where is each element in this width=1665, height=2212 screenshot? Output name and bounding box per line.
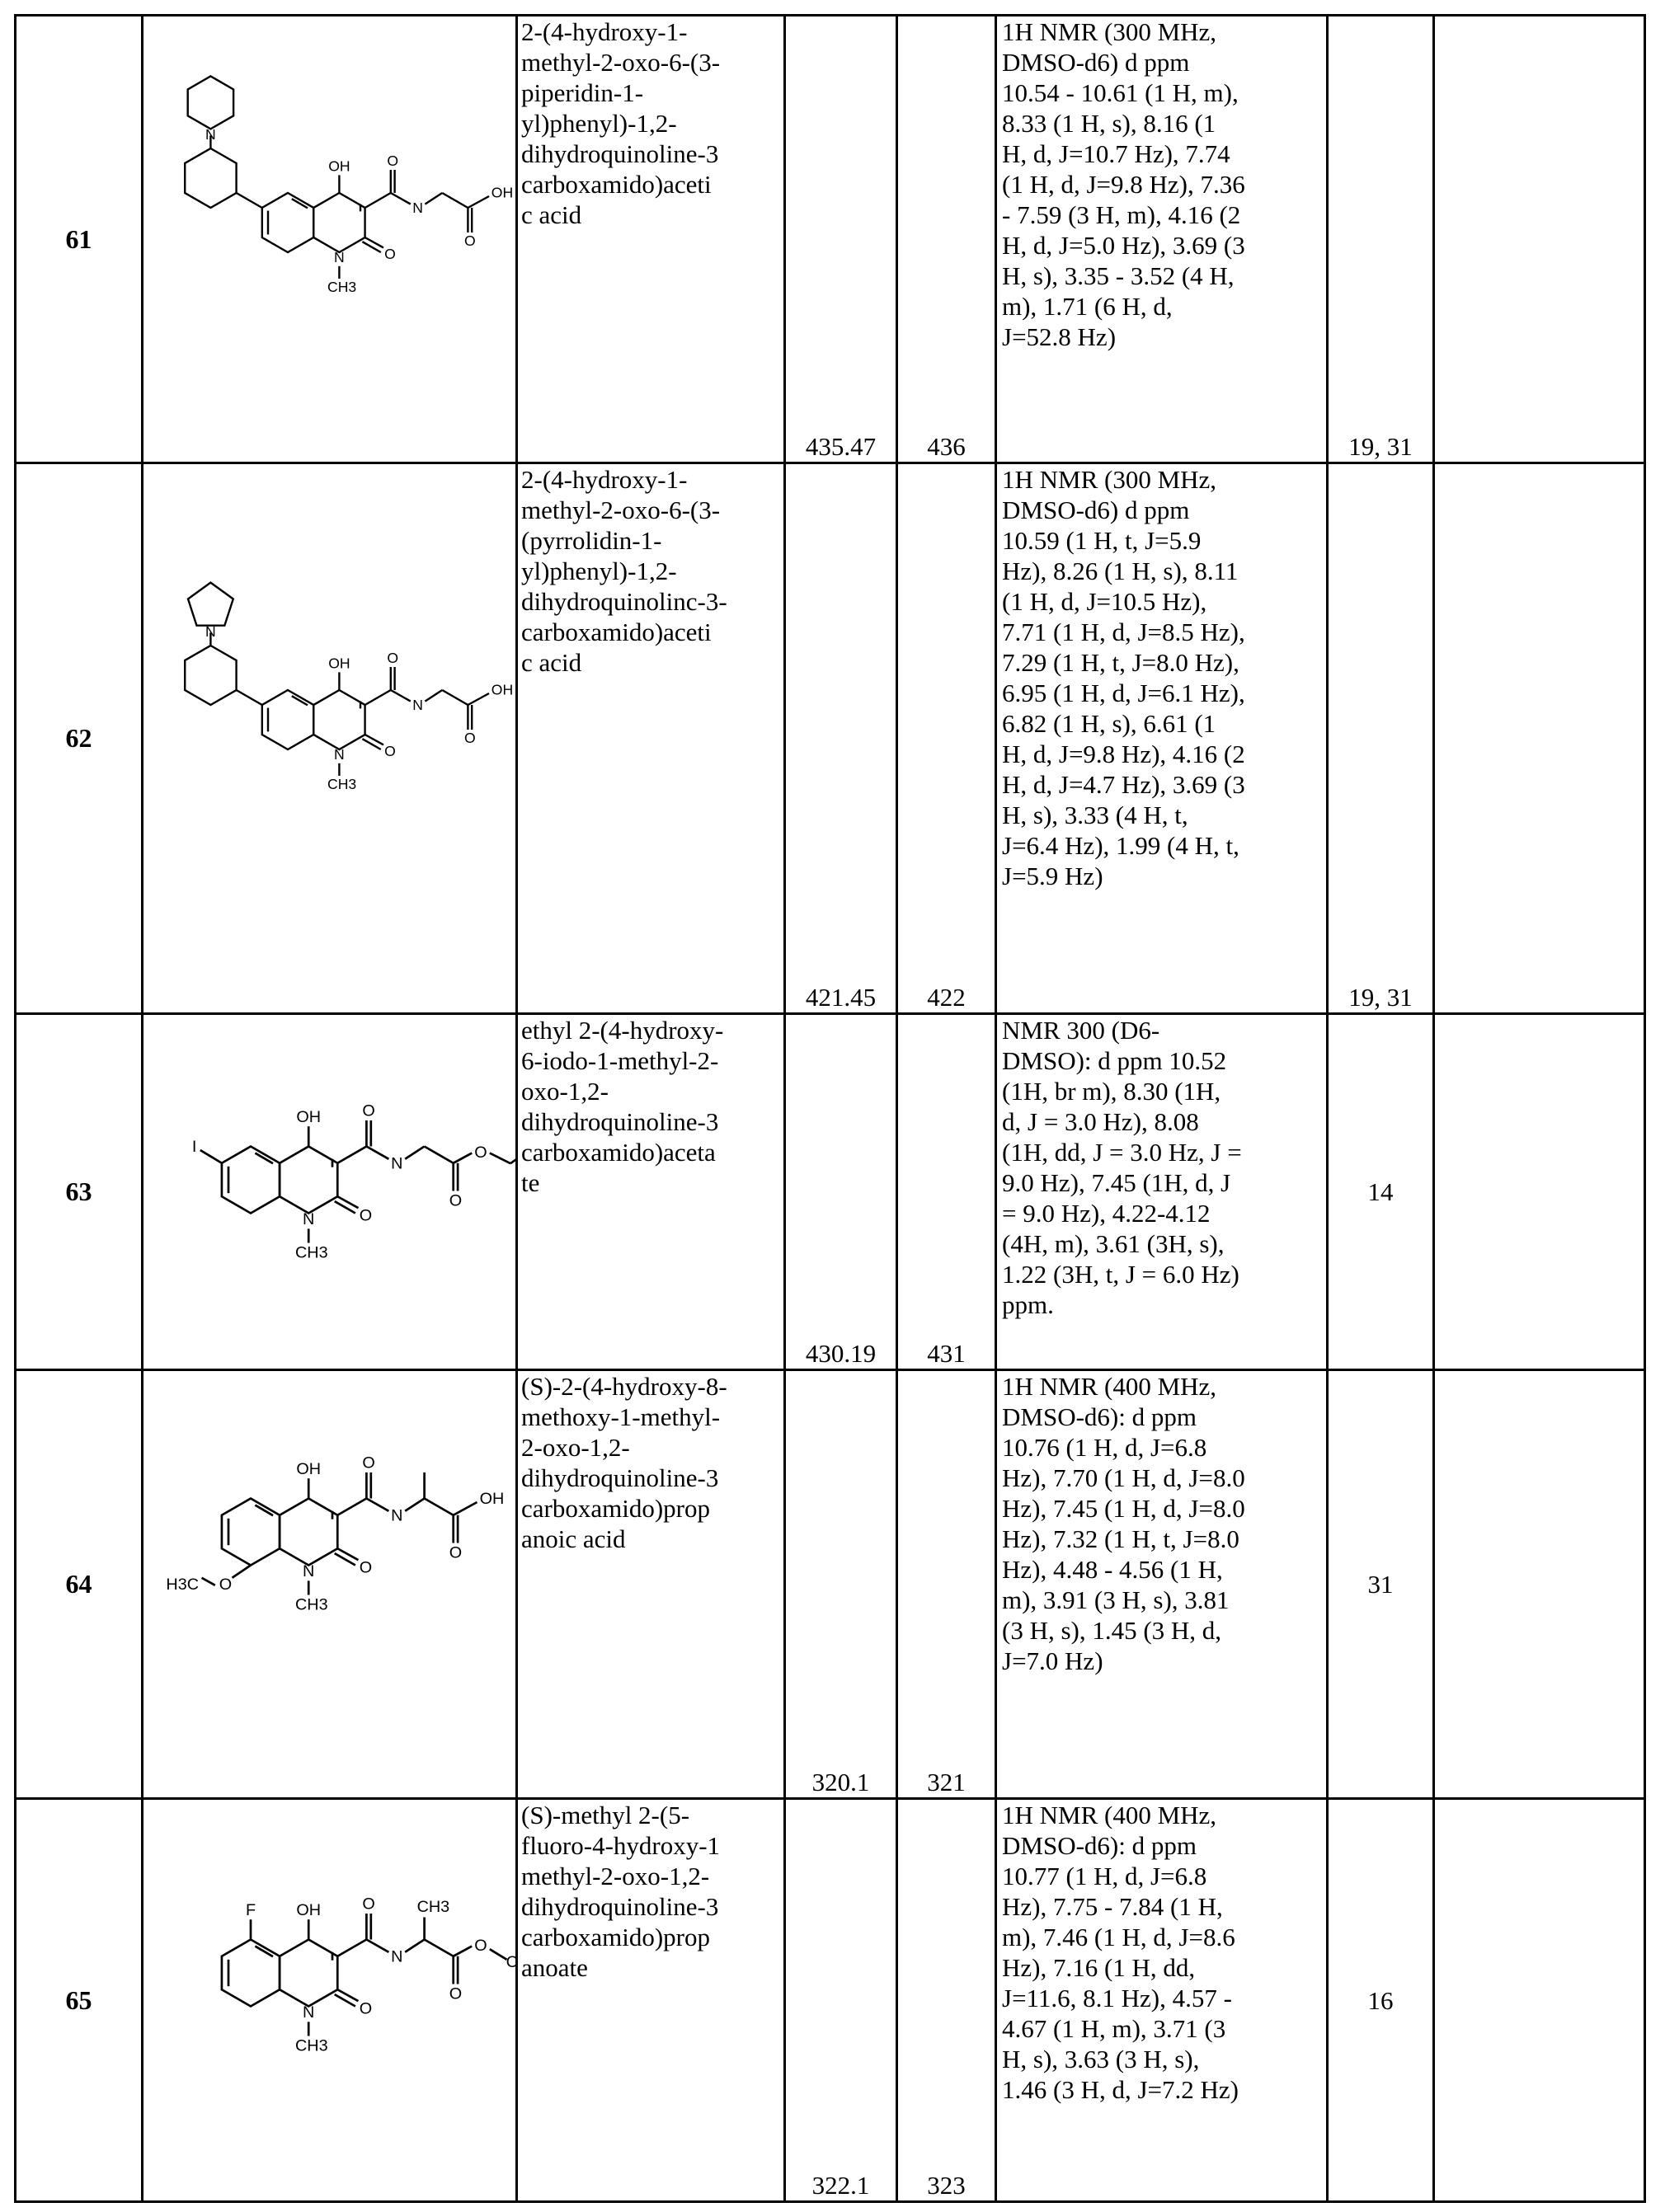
n-methyl-label: CH3: [327, 776, 356, 792]
reference: 19, 31: [1328, 16, 1434, 463]
benzene-ring: [262, 690, 313, 749]
bond: [468, 693, 489, 705]
bond: [366, 1499, 388, 1511]
reference: 19, 31: [1328, 463, 1434, 1014]
pyridinone-ring: [280, 1940, 337, 2007]
n-methyl-label: CH3: [295, 2037, 328, 2055]
table-row: [16, 1799, 1645, 2202]
structure-cell: [143, 463, 517, 1014]
amide-oxygen-label: O: [362, 1102, 374, 1120]
hydroxyl-label: OH: [296, 1108, 321, 1126]
mass-spec-value: 422: [897, 463, 996, 1014]
bond: [366, 1940, 388, 1952]
compound-number: 63: [16, 1014, 143, 1370]
table-row: [16, 463, 1645, 1014]
ester-carbonyl-oxygen-label: O: [449, 1985, 462, 2003]
pyrrolidine-ring: [188, 583, 233, 626]
phenyl-ring: [185, 148, 236, 208]
bond: [337, 1989, 358, 2001]
ester-methyl-label: C: [506, 1953, 518, 1971]
bond: [365, 690, 391, 705]
benzene-ring: [222, 1940, 280, 2007]
bond: [405, 1499, 424, 1511]
bond: [337, 1196, 358, 1208]
acid-hydroxyl-label: OH: [480, 1490, 505, 1508]
bond: [391, 690, 411, 702]
bond: [335, 1994, 355, 2006]
nmr-data: 1H NMR (300 MHz, DMSO-d6) d ppm 10.59 (1 H, t, J=5.9 Hz), 8.26 (1 H, s), 8.11 (1 H, d, J=10.5 Hz), 7.71 (1 H, d, J=8.5 Hz), 7.29 (1 H, t, J=8.0 Hz), 6.95 (1 H, d, J=6.1 Hz), 6.82 (1 H, s), 6.61 (1 H, d, J=9.8 Hz), 4.16 (2 H, d, J=4.7 Hz), 3.69 (3 H, s), 3.33 (4 H, t, J=6.4 Hz), 1.99 (4 H, t, J=5.9 Hz): [996, 463, 1328, 1014]
hydroxyl-label: OH: [296, 1460, 321, 1478]
bond: [490, 1949, 507, 1960]
molecular-weight: 421.45: [785, 463, 897, 1014]
pyridinone-ring: [280, 1147, 337, 1214]
ring-nitrogen-label: N: [334, 249, 345, 265]
structure-drawing: [143, 1015, 518, 1366]
empty-cell: [1434, 16, 1645, 463]
structure-drawing: [143, 1800, 518, 2198]
compound-number: 61: [16, 16, 143, 463]
molecule-structure: [185, 76, 513, 295]
amide-nitrogen-label: N: [412, 697, 423, 713]
reference: 14: [1328, 1014, 1434, 1370]
nmr-data: 1H NMR (300 MHz, DMSO-d6) d ppm 10.54 - 10.61 (1 H, m), 8.33 (1 H, s), 8.16 (1 H, d, J=10.7 Hz), 7.74 (1 H, d, J=9.8 Hz), 7.36 - 7.59 (3 H, m), 4.16 (2 H, d, J=5.0 Hz), 3.69 (3 H, s), 3.35 - 3.52 (4 H, m), 1.71 (6 H, d, J=52.8 Hz): [996, 16, 1328, 463]
fluoro-label: F: [246, 1901, 256, 1919]
compound-name: 2-(4-hydroxy-1- methyl-2-oxo-6-(3- piperidin-1- yl)phenyl)-1,2- dihydroquinoline-3 carboxamido)aceti c acid: [517, 16, 785, 463]
structure-drawing: [143, 1371, 518, 1795]
compound-table: [14, 14, 1646, 2203]
bond: [454, 1153, 473, 1163]
reference: 31: [1328, 1370, 1434, 1799]
structure-cell: [143, 1370, 517, 1799]
amide-oxygen-label: O: [362, 1895, 374, 1914]
molecule-structure: [185, 583, 513, 792]
structure-drawing: [143, 464, 518, 1010]
molecular-weight: 320.1: [785, 1370, 897, 1799]
nmr-data: 1H NMR (400 MHz, DMSO-d6): d ppm 10.76 (1 H, d, J=6.8 Hz), 7.70 (1 H, d, J=8.0 Hz), 7.45 (1 H, d, J=8.0 Hz), 7.32 (1 H, t, J=8.0 Hz), 4.48 - 4.56 (1 H, m), 3.91 (3 H, s), 3.81 (3 H, s), 1.45 (3 H, d, J=7.0 Hz): [996, 1370, 1328, 1799]
carbonyl-oxygen-label: O: [360, 1559, 372, 1577]
carbonyl-oxygen-label: O: [360, 2000, 372, 2018]
acid-oxygen-label: O: [449, 1544, 462, 1562]
bond: [405, 1940, 424, 1952]
bond: [365, 193, 391, 208]
bond: [442, 193, 468, 208]
ring-nitrogen-label: N: [303, 1562, 314, 1580]
mass-spec-value: 436: [897, 16, 996, 463]
bond: [335, 1553, 355, 1565]
structure-cell: [143, 1014, 517, 1370]
bond: [442, 690, 468, 705]
bond: [454, 1502, 477, 1515]
ester-carbonyl-oxygen-label: O: [449, 1192, 462, 1210]
bond: [510, 1148, 518, 1163]
compound-name: 2-(4-hydroxy-1- methyl-2-oxo-6-(3- (pyrrolidin-1- yl)phenyl)-1,2- dihydroquinolinc-3- carboxamido)aceti c acid: [517, 463, 785, 1014]
bond: [365, 237, 383, 247]
molecule-structure: [192, 1102, 518, 1262]
compound-number: 62: [16, 463, 143, 1014]
amide-nitrogen-label: N: [391, 1507, 402, 1525]
bond: [468, 196, 489, 208]
bond: [365, 735, 383, 744]
molecular-weight: 435.47: [785, 16, 897, 463]
bond: [425, 1147, 454, 1163]
structure-cell: [143, 1799, 517, 2202]
amide-nitrogen-label: N: [391, 1155, 402, 1173]
molecular-weight: 322.1: [785, 1799, 897, 2202]
pyridinone-ring: [313, 193, 365, 252]
carbonyl-oxygen-label: O: [384, 246, 396, 262]
molecular-weight: 430.19: [785, 1014, 897, 1370]
amide-oxygen-label: O: [387, 153, 398, 169]
bond: [337, 1147, 366, 1163]
empty-cell: [1434, 1370, 1645, 1799]
amine-nitrogen-label: N: [205, 623, 216, 640]
bond: [337, 1548, 358, 1560]
benzene-ring: [222, 1147, 280, 1214]
bond: [200, 1150, 222, 1163]
ring-nitrogen-label: N: [303, 2003, 314, 2022]
carbonyl-oxygen-label: O: [384, 743, 396, 759]
acid-oxygen-label: O: [464, 232, 476, 249]
bond: [233, 1566, 252, 1578]
compound-number: 64: [16, 1370, 143, 1799]
benzene-ring: [222, 1499, 280, 1566]
n-methyl-label: CH3: [295, 1596, 328, 1614]
carbonyl-oxygen-label: O: [360, 1207, 372, 1225]
amide-oxygen-label: O: [362, 1454, 374, 1472]
bond: [237, 193, 262, 208]
bond: [362, 739, 380, 749]
reference: 16: [1328, 1799, 1434, 2202]
acid-hydroxyl-label: OH: [492, 682, 513, 698]
mass-spec-value: 431: [897, 1014, 996, 1370]
benzene-ring: [262, 193, 313, 252]
bond: [454, 1947, 473, 1956]
bond: [490, 1153, 510, 1164]
empty-cell: [1434, 463, 1645, 1014]
iodo-label: I: [192, 1138, 197, 1156]
mass-spec-value: 321: [897, 1370, 996, 1799]
bond: [237, 690, 262, 705]
amide-oxygen-label: O: [387, 650, 398, 666]
bond: [405, 1147, 424, 1159]
hydroxyl-label: OH: [328, 655, 350, 672]
structure-cell: [143, 16, 517, 463]
mass-spec-value: 323: [897, 1799, 996, 2202]
bond: [337, 1940, 366, 1956]
ester-oxygen-label: O: [474, 1937, 487, 1955]
piperidine-ring: [188, 76, 233, 129]
pyridinone-ring: [280, 1499, 337, 1566]
table-row: [16, 1014, 1645, 1370]
bond: [425, 690, 442, 702]
bond: [362, 242, 380, 252]
bond: [337, 1499, 366, 1515]
compound-name: ethyl 2-(4-hydroxy- 6-iodo-1-methyl-2- oxo-1,2- dihydroquinoline-3 carboxamido)aceta te: [517, 1014, 785, 1370]
acid-hydroxyl-label: OH: [492, 185, 513, 201]
bond: [425, 193, 442, 204]
ring-nitrogen-label: N: [303, 1210, 314, 1228]
methoxy-oxygen-label: O: [219, 1576, 232, 1594]
bond: [335, 1201, 355, 1213]
amide-nitrogen-label: N: [391, 1948, 402, 1966]
acid-oxygen-label: O: [464, 730, 476, 746]
compound-number: 65: [16, 1799, 143, 2202]
empty-cell: [1434, 1799, 1645, 2202]
structure-drawing: [143, 16, 518, 459]
amide-nitrogen-label: N: [412, 200, 423, 216]
bond: [391, 193, 411, 204]
nmr-data: NMR 300 (D6- DMSO): d ppm 10.52 (1H, br m), 8.30 (1H, d, J = 3.0 Hz), 8.08 (1H, dd, J = 3.0 Hz, J = 9.0 Hz), 7.45 (1H, d, J = 9.0 Hz), 4.22-4.12 (4H, m), 3.61 (3H, s), 1.22 (3H, t, J = 6.0 Hz) ppm.: [996, 1014, 1328, 1370]
phenyl-ring: [185, 646, 236, 705]
bond: [425, 1499, 454, 1515]
n-methyl-label: CH3: [327, 279, 356, 295]
methoxy-methyl-label: H3C: [166, 1576, 199, 1594]
pyridinone-ring: [313, 690, 365, 749]
ring-nitrogen-label: N: [334, 746, 345, 763]
bond: [366, 1147, 388, 1159]
compound-name: (S)-methyl 2-(5- fluoro-4-hydroxy-1 methyl-2-oxo-1,2- dihydroquinoline-3 carboxamido)prop anoate: [517, 1799, 785, 2202]
hydroxyl-label: OH: [328, 158, 350, 175]
table-row: [16, 1370, 1645, 1799]
bond: [202, 1578, 215, 1585]
molecule-structure: [166, 1454, 504, 1614]
ester-oxygen-label: O: [474, 1144, 487, 1162]
alanine-methyl-label: CH3: [417, 1898, 450, 1916]
nmr-data: 1H NMR (400 MHz, DMSO-d6): d ppm 10.77 (1 H, d, J=6.8 Hz), 7.75 - 7.84 (1 H, m), 7.46 (1 H, d, J=8.6 Hz), 7.16 (1 H, dd, J=11.6, 8.1 Hz), 4.57 - 4.67 (1 H, m), 3.71 (3 H, s), 3.63 (3 H, s), 1.46 (3 H, d, J=7.2 Hz): [996, 1799, 1328, 2202]
bond: [425, 1940, 454, 1956]
molecule-structure: [222, 1895, 518, 2055]
table-row: [16, 16, 1645, 463]
amine-nitrogen-label: N: [205, 126, 216, 143]
compound-name: (S)-2-(4-hydroxy-8- methoxy-1-methyl- 2-oxo-1,2- dihydroquinoline-3 carboxamido)prop anoic acid: [517, 1370, 785, 1799]
n-methyl-label: CH3: [295, 1244, 328, 1262]
hydroxyl-label: OH: [296, 1901, 321, 1919]
empty-cell: [1434, 1014, 1645, 1370]
